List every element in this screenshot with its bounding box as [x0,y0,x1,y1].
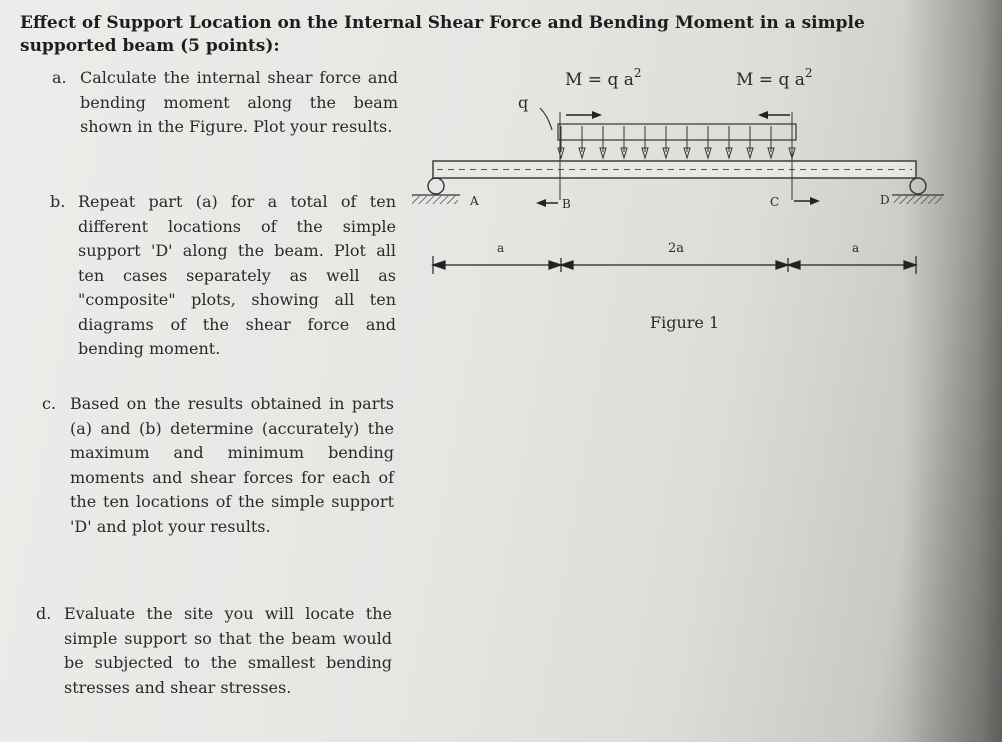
support-a [412,178,460,204]
part-d-text: Evaluate the site you will locate the simple support so that the beam would be subjected to the smallest bending stresses and shear stresses. [64,604,392,697]
dimension-line [433,256,916,274]
dimension-2a: 2a [668,241,685,256]
part-b-text: Repeat part (a) for a total of ten different locations of the simple support 'D' along the beam. Plot all ten cases separately as well as "composite" plots, showing all ten diagrams of the shear force and bending moment. [78,192,396,358]
point-b-label: B [562,197,571,211]
part-b-label: b. [50,192,66,211]
point-a-label: A [470,194,479,208]
shear-arrow-c [794,197,820,205]
point-d-label: D [880,193,890,207]
problem-title: Effect of Support Location on the Internal Shear Force and Bending Moment in a simple supported beam (5 points): [20,13,865,56]
figure-caption: Figure 1 [650,313,720,332]
point-c-label: C [770,195,780,209]
moment-arrow-right [758,111,790,119]
support-d [892,178,944,204]
load-intensity-label: q [518,93,529,112]
moment-left-label: M = q $a^2$ [565,66,642,90]
part-c-text: Based on the results obtained in parts (a) and (b) determine (accurately) the maximum and minimum bending moments and shear forces for each of the ten locations of the simple support 'D' and plot your results. [70,394,394,536]
part-c-label: c. [42,394,57,413]
distributed-load [558,124,796,158]
part-d-label: d. [36,604,52,623]
shear-arrow-b [536,199,558,207]
dimension-a-right: a [852,241,860,255]
dimension-a-left: a [497,241,505,255]
part-a-label: a. [52,68,67,87]
moment-arrow-left [566,111,602,119]
moment-right-label: M = q $a^2$ [736,66,813,90]
load-pointer-line [540,108,552,130]
part-a-text: Calculate the internal shear force and bending moment along the beam shown in the Figure. Plot your results. [80,68,398,136]
